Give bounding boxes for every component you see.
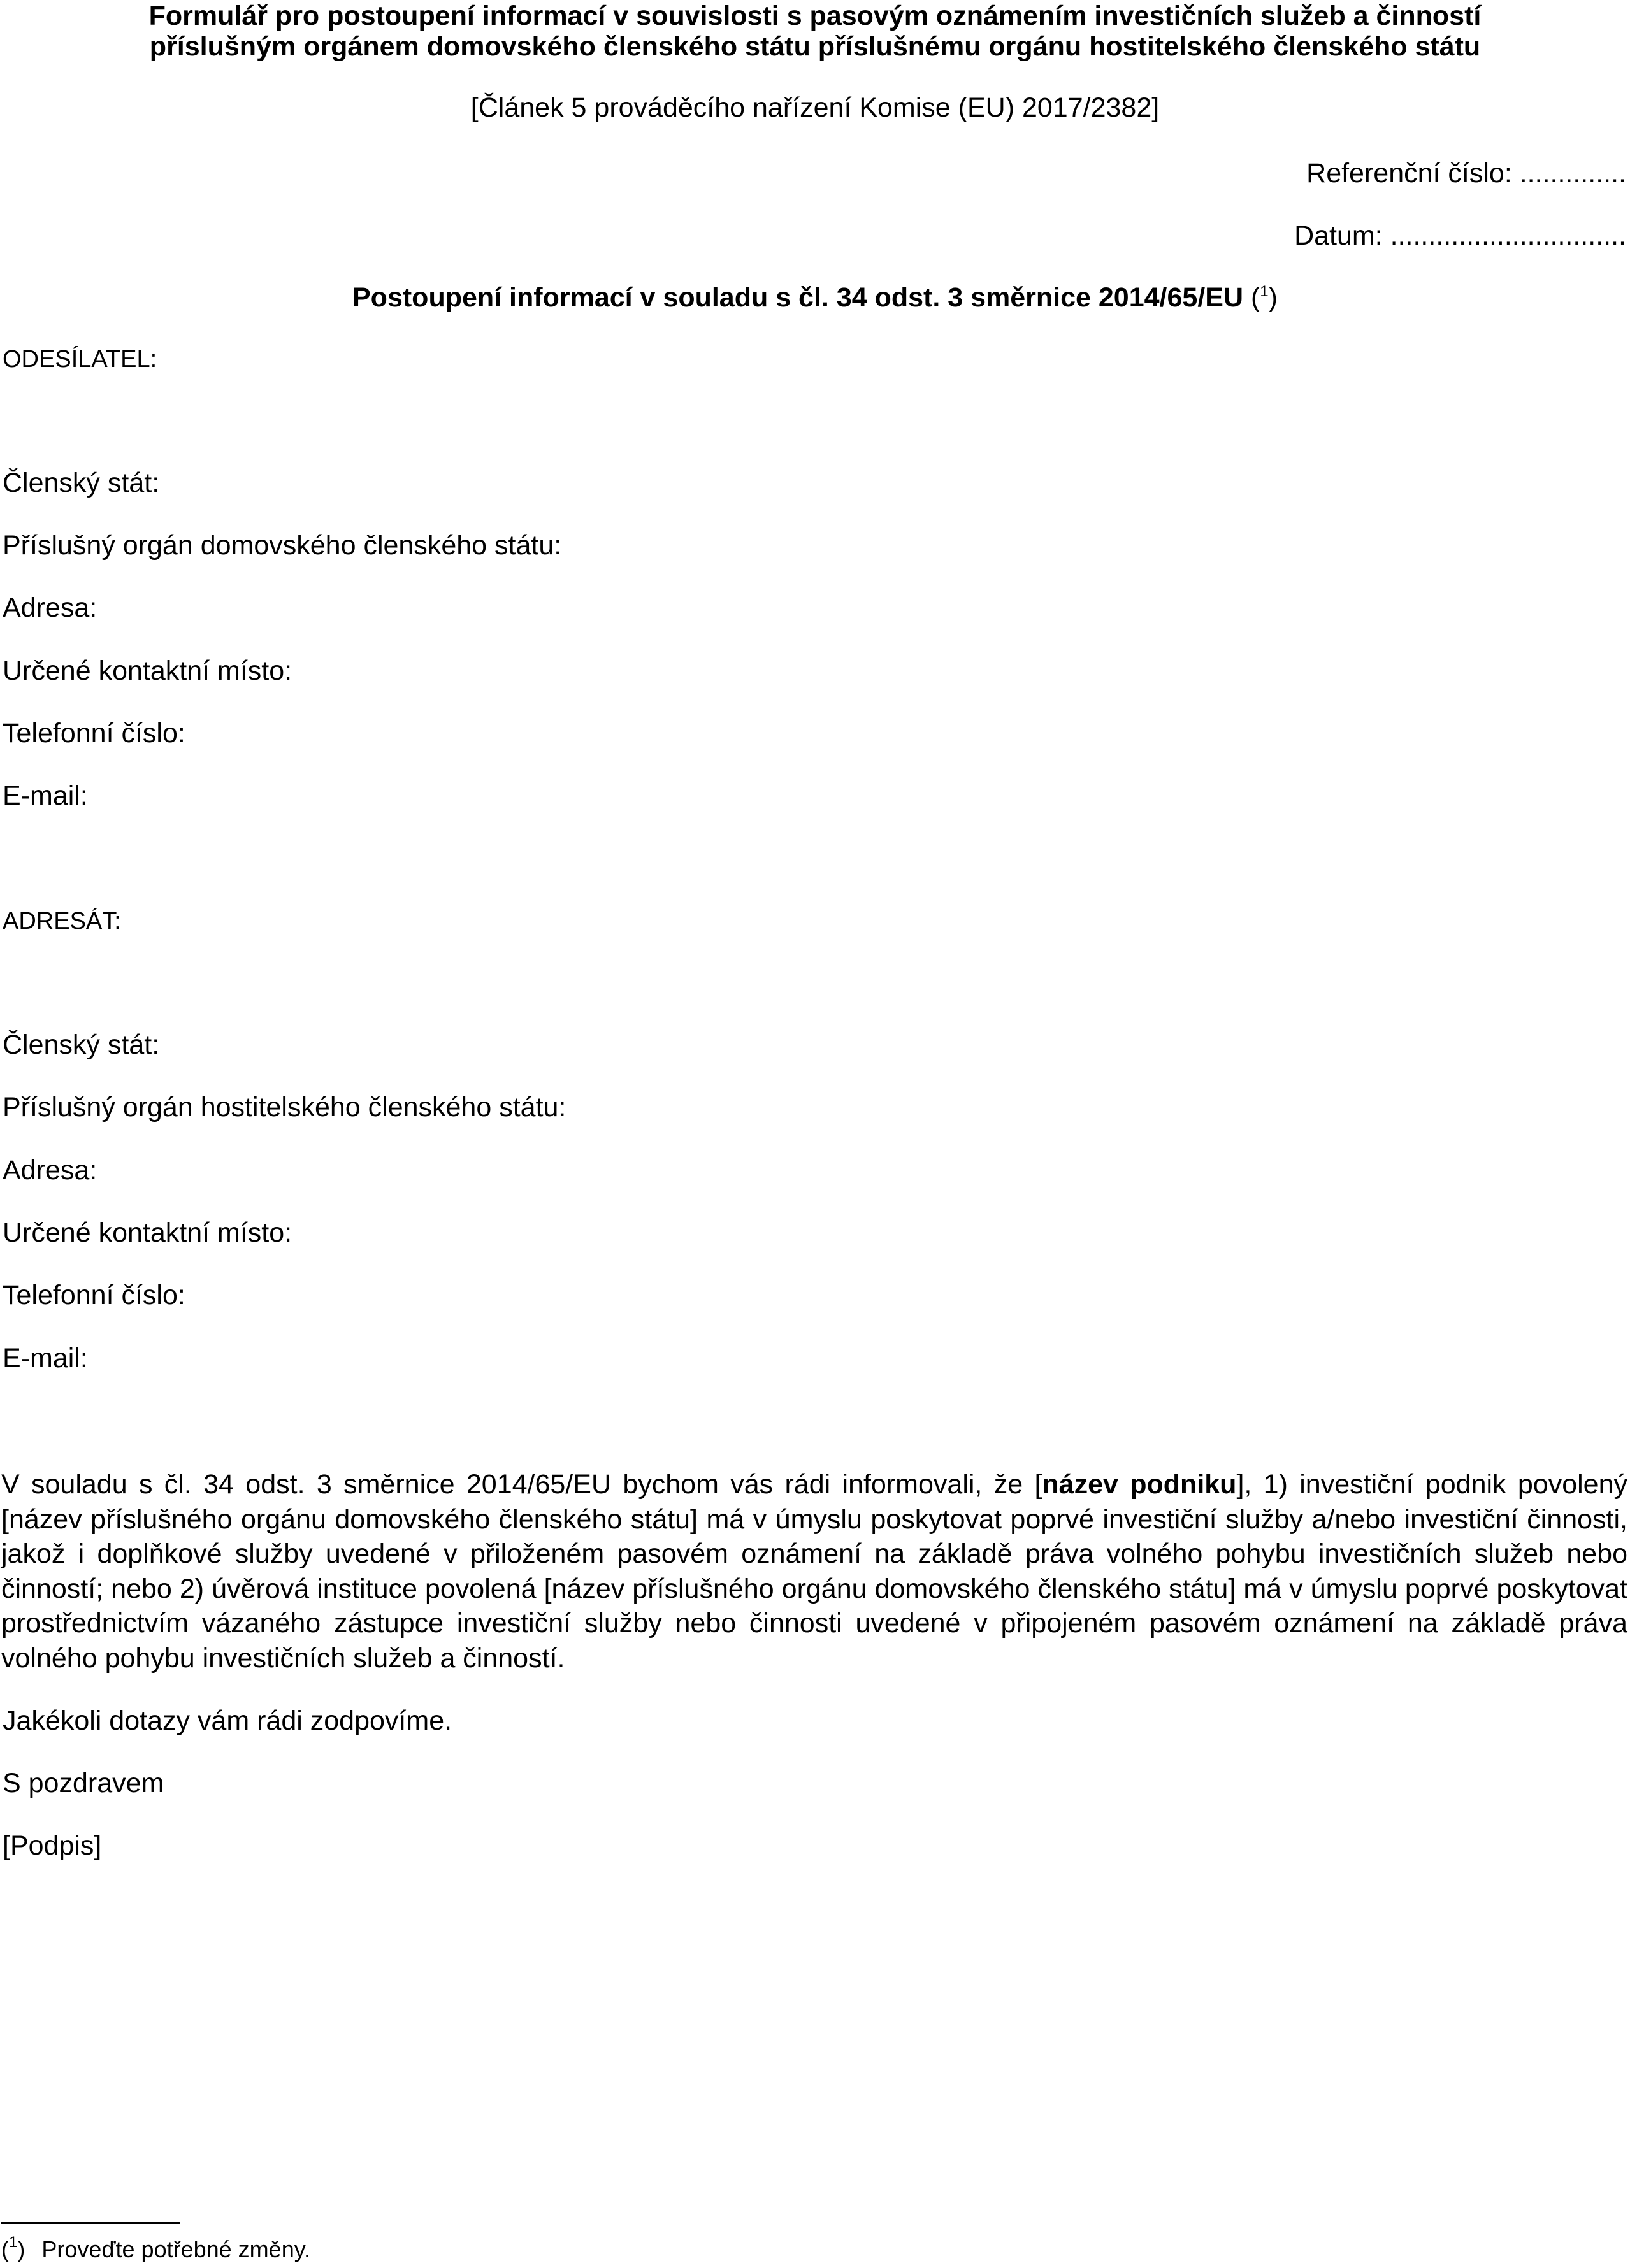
reference-number-field: Referenční číslo: .............. (1306, 158, 1626, 189)
sender-email: E-mail: (3, 780, 88, 811)
form-title-line-2: příslušným orgánem domovského členského státu příslušnému orgánu hostitelského členského státu (149, 31, 1481, 62)
company-name-placeholder: název podniku (1042, 1469, 1237, 1500)
sender-member-state: Členský stát: (3, 468, 160, 498)
subtitle-footnote-open: ( (1250, 282, 1260, 313)
subtitle-footnote-number[interactable]: 1 (1260, 283, 1269, 300)
footnote-close: ) (17, 2236, 25, 2262)
sender-authority: Příslušný orgán domovského členského státu: (3, 530, 562, 561)
footnote-open: ( (1, 2236, 9, 2262)
footnote-separator (1, 2222, 180, 2224)
main-paragraph (1, 1467, 1627, 1676)
sender-address: Adresa: (3, 592, 97, 623)
sender-contact-point: Určené kontaktní místo: (3, 656, 292, 686)
recipient-member-state: Členský stát: (3, 1030, 160, 1060)
signature-placeholder: [Podpis] (3, 1830, 102, 1861)
recipient-email: E-mail: (3, 1343, 88, 1374)
sender-phone: Telefonní číslo: (3, 718, 185, 749)
recipient-contact-point: Určené kontaktní místo: (3, 1217, 292, 1248)
transmission-subtitle (0, 282, 1630, 313)
form-title-line-1: Formulář pro postoupení informací v souvislosti s pasovým oznámením investičních služeb a činností (148, 1, 1482, 31)
regulation-reference: [Článek 5 prováděcího nařízení Komise (EU) 2017/2382] (470, 92, 1160, 123)
footnote-number: 1 (9, 2234, 18, 2251)
date-field: Datum: ............................... (1294, 220, 1626, 251)
transmission-subtitle-text: Postoupení informací v souladu s čl. 34 odst. 3 směrnice 2014/65/EU (352, 282, 1244, 313)
main-paragraph-part-2: ], 1) investiční podnik povolený [název příslušného orgánu domovského členského státu] má v úmyslu poskytovat poprvé investiční služby a/nebo investiční činnosti, jakož i doplňkové služby uvedené v přiloženém pasovém oznámení na základě práva volného pohybu investičních služeb nebo činností; nebo 2) úvěrová instituce povolená [název příslušného orgánu domovského členského státu] má v úmyslu poprvé poskytovat prostřednictvím vázaného zástupce investiční služby nebo činnosti uvedené v připojeném pasovém oznámení na základě práva volného pohybu investičních služeb a činností. (1, 1469, 1628, 1674)
greeting: S pozdravem (3, 1768, 164, 1798)
recipient-phone: Telefonní číslo: (3, 1280, 185, 1310)
recipient-address: Adresa: (3, 1155, 97, 1186)
footnote-text: Proveďte potřebné změny. (41, 2236, 311, 2262)
sender-heading: ODESÍLATEL: (3, 346, 157, 373)
footnote (1, 2236, 310, 2263)
recipient-heading: ADRESÁT: (3, 908, 121, 935)
questions-sentence: Jakékoli dotazy vám rádi zodpovíme. (3, 1705, 452, 1736)
main-paragraph-part-1: V souladu s čl. 34 odst. 3 směrnice 2014/65/EU bychom vás rádi informovali, že [ (1, 1469, 1042, 1500)
subtitle-footnote-close: ) (1268, 282, 1278, 313)
recipient-authority: Příslušný orgán hostitelského členského státu: (3, 1092, 566, 1123)
